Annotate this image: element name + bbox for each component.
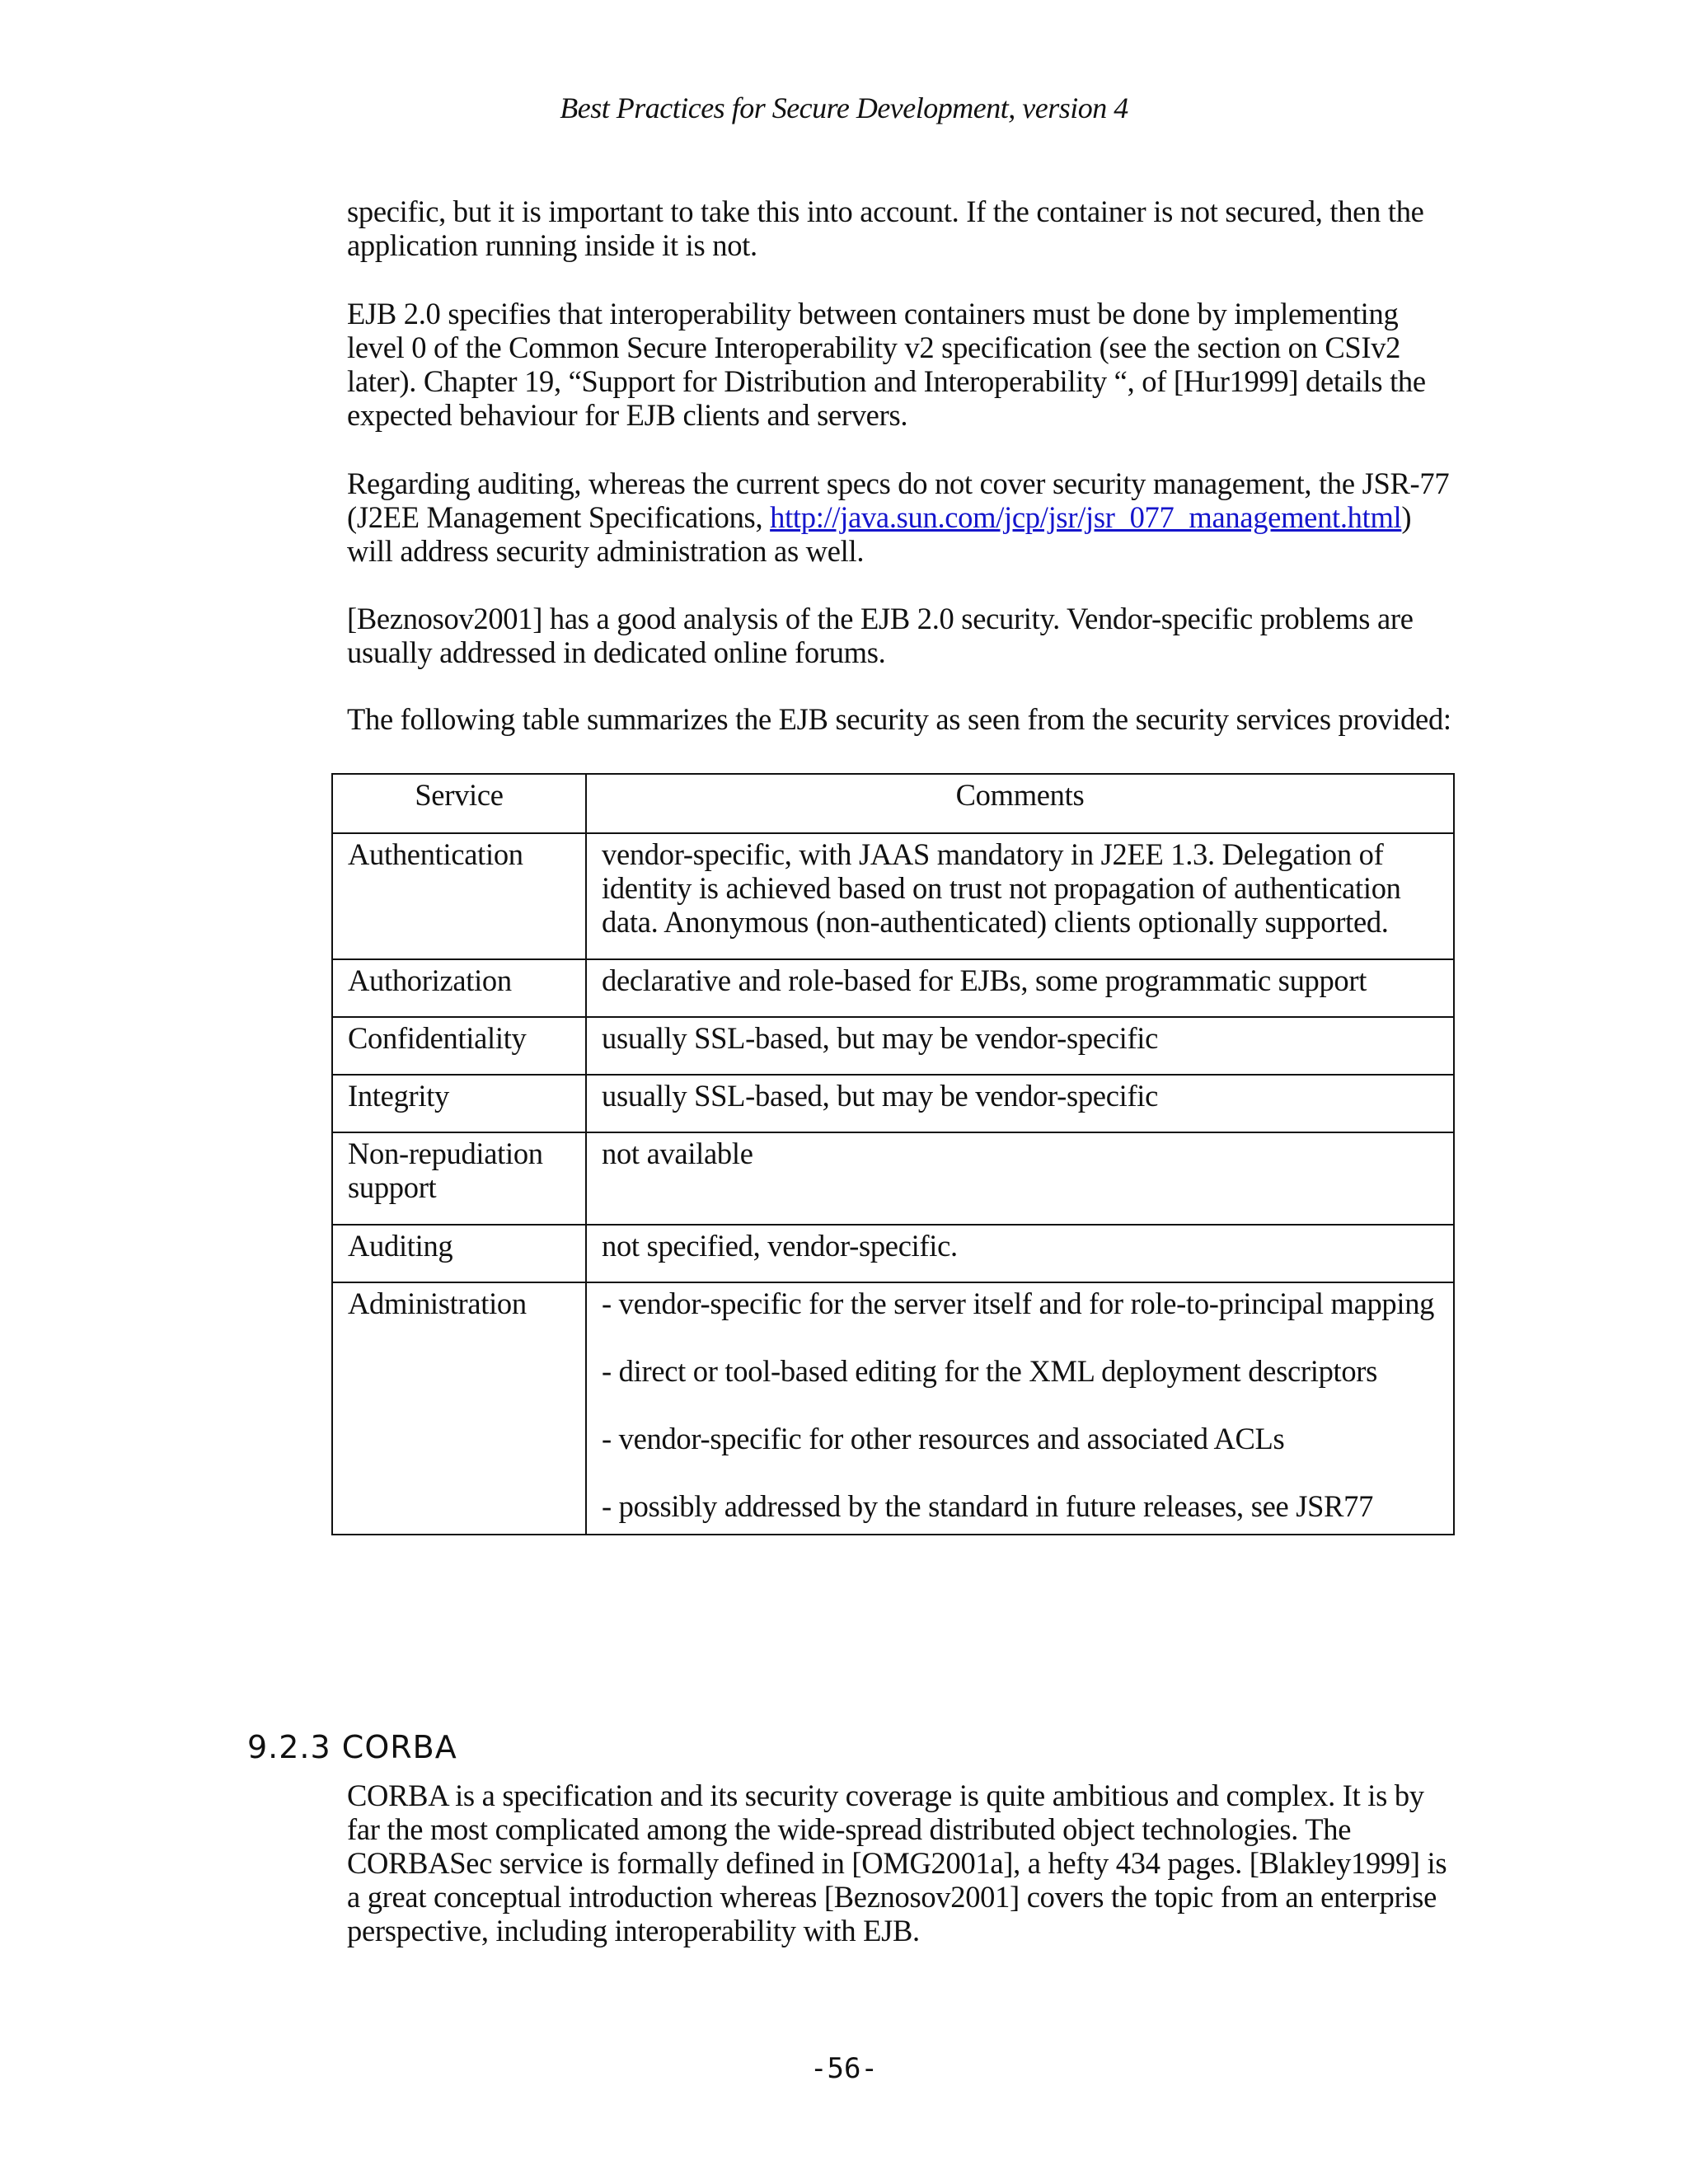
- table-row: [332, 1017, 1454, 1075]
- paragraph: [347, 466, 1451, 568]
- admin-comment-line: - vendor-specific for the server itself and for role-to-principal mapping: [602, 1286, 1435, 1320]
- comments-cell: not available: [586, 1132, 1454, 1225]
- comments-cell: vendor-specific, with JAAS mandatory in J2EE 1.3. Delegation of identity is achieved based on trust not propagation of authentication data. Anonymous (non-authenticated) clients optionally supported.: [586, 833, 1454, 959]
- page-number: -56-: [810, 2052, 878, 2085]
- paragraph-text: ) will address security administration as well.: [347, 500, 1412, 568]
- paragraph-beznosov: [347, 602, 1451, 669]
- section-title: CORBA: [341, 1729, 457, 1765]
- table-row: [332, 959, 1454, 1017]
- service-cell: Administration: [332, 1282, 586, 1535]
- paragraph-ejb-interoperability: [347, 297, 1451, 432]
- admin-comment-line: - vendor-specific for other resources and associated ACLs: [602, 1422, 1285, 1455]
- table-header-row: [332, 774, 1454, 833]
- service-cell: Confidentiality: [332, 1017, 586, 1075]
- paragraph-container-security: [347, 194, 1451, 262]
- comments-cell: usually SSL-based, but may be vendor-specific: [586, 1017, 1454, 1075]
- table-row: [332, 1075, 1454, 1132]
- comments-cell: not specified, vendor-specific.: [586, 1225, 1454, 1282]
- table-row: [332, 1282, 1454, 1535]
- table-row: [332, 833, 1454, 959]
- table-row: [332, 1132, 1454, 1225]
- paragraph: The following table summarizes the EJB security as seen from the security services provided:: [347, 702, 1451, 736]
- jsr77-link[interactable]: http://java.sun.com/jcp/jsr/jsr_077_management.html: [770, 500, 1402, 534]
- comments-cell: usually SSL-based, but may be vendor-specific: [586, 1075, 1454, 1132]
- paragraph-text: Regarding auditing, whereas the current specs do not cover security management, the JSR-77 (J2EE Management Specifications,: [347, 466, 1450, 534]
- paragraph: specific, but it is important to take this into account. If the container is not secured, then the application running inside it is not.: [347, 194, 1424, 262]
- paragraph-corba: [347, 1779, 1451, 1947]
- header-comments: Comments: [586, 774, 1454, 833]
- service-cell: Auditing: [332, 1225, 586, 1282]
- paragraph-auditing: [347, 466, 1451, 568]
- running-header: Best Practices for Secure Development, version 4: [560, 91, 1128, 124]
- admin-comment-line: - possibly addressed by the standard in future releases, see JSR77: [602, 1489, 1374, 1523]
- service-cell: Authorization: [332, 959, 586, 1017]
- admin-comment-line: - direct or tool-based editing for the XML deployment descriptors: [602, 1354, 1378, 1388]
- paragraph-table-intro: [347, 702, 1451, 736]
- paragraph: [Beznosov2001] has a good analysis of the EJB 2.0 security. Vendor-specific problems are usually addressed in dedicated online forums.: [347, 602, 1414, 669]
- paragraph: CORBA is a specification and its security coverage is quite ambitious and complex. It is by far the most complicated among the wide-spread distributed object technologies. The CORBASec service is formally defined in [OMG2001a], a hefty 434 pages. [Blakley1999] is a great conceptual introduction whereas [Beznosov2001] covers the topic from an enterprise perspective, including interoperability with EJB.: [347, 1779, 1447, 1947]
- paragraph: EJB 2.0 specifies that interoperability between containers must be done by implementing level 0 of the Common Secure Interoperability v2 specification (see the section on CSIv2 later). Chapter 19, “Support for Distribution and Interoperability “, of [Hur1999] details the expected behaviour for EJB clients and servers.: [347, 297, 1426, 432]
- ejb-security-table: [331, 773, 1455, 1535]
- service-cell: Integrity: [332, 1075, 586, 1132]
- service-cell: Authentication: [332, 833, 586, 959]
- section-number: 9.2.3: [247, 1729, 331, 1765]
- comments-cell: declarative and role-based for EJBs, some programmatic support: [586, 959, 1454, 1017]
- service-cell: Non-repudiation support: [332, 1132, 586, 1225]
- header-service: Service: [332, 774, 586, 833]
- section-heading-corba: [247, 1729, 457, 1765]
- comments-cell: [586, 1282, 1454, 1535]
- table-row: [332, 1225, 1454, 1282]
